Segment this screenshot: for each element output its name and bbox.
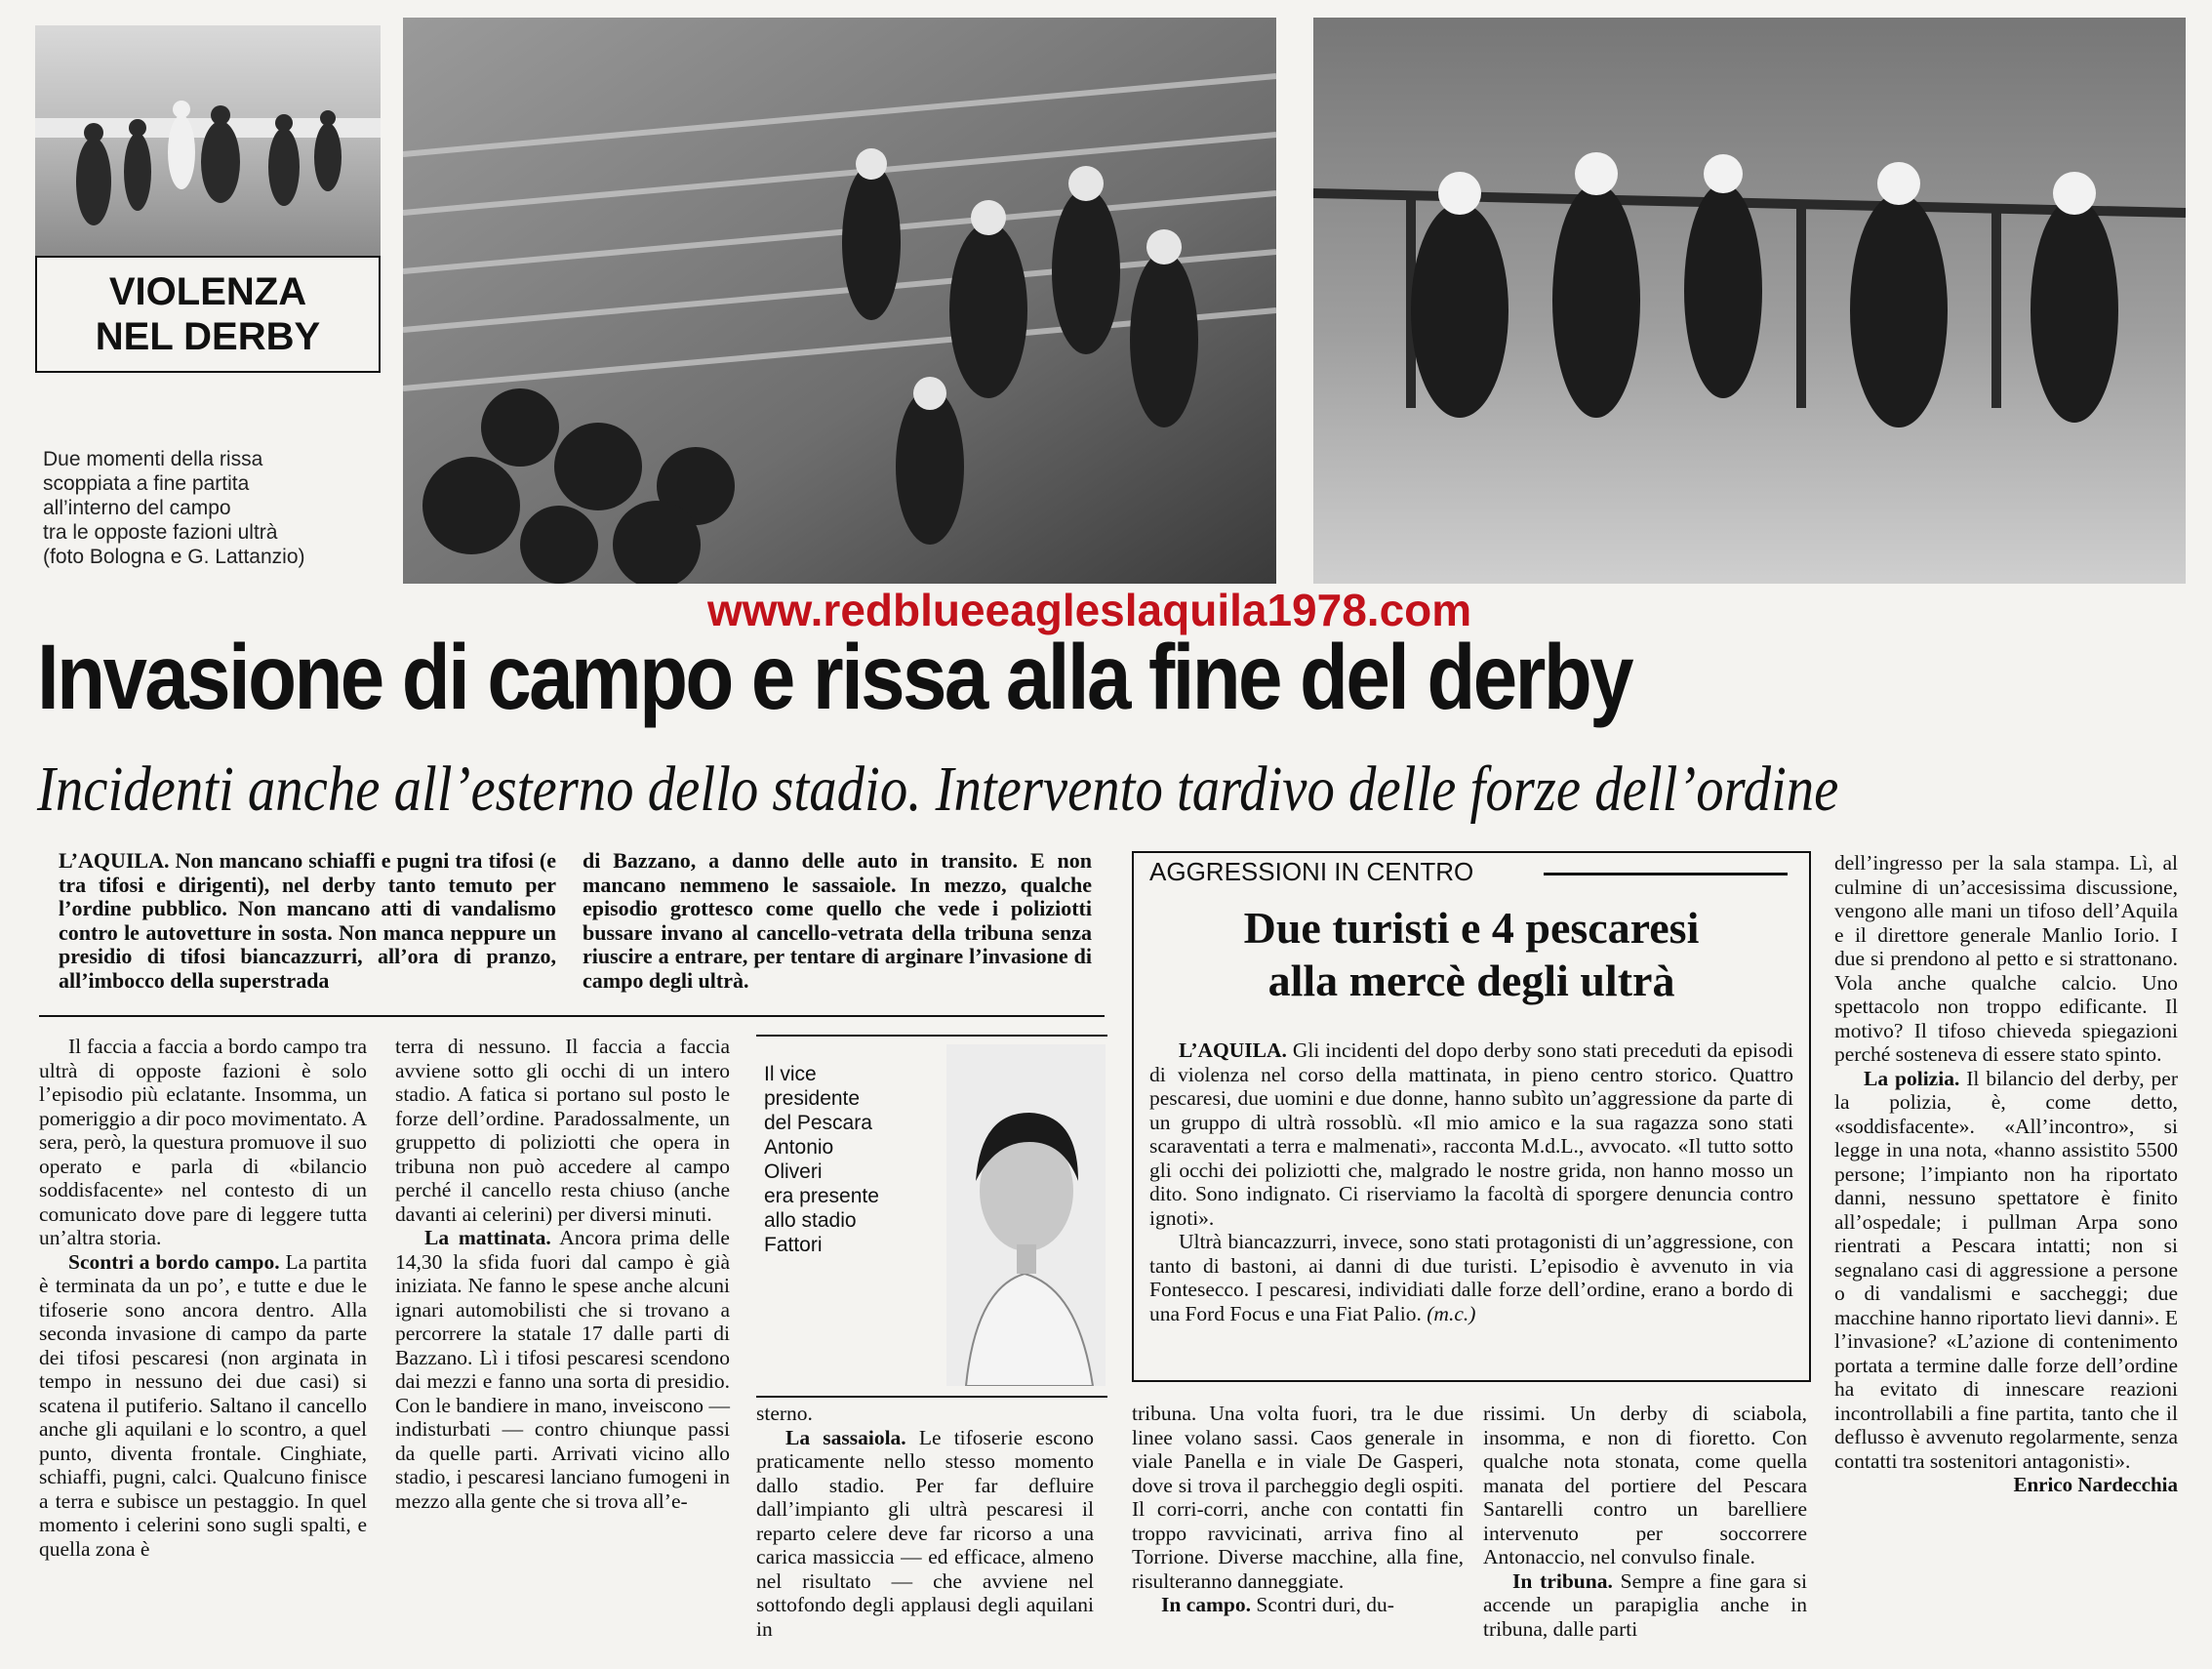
- lead-paragraph-left: [59, 849, 556, 994]
- caption-line: presidente: [764, 1087, 861, 1110]
- paragraph: Scontri duri, du-: [1250, 1593, 1394, 1616]
- section-tag-box: [35, 256, 381, 373]
- paragraph: Il bilancio del derby, per la polizia, è, come detto, «soddisfacente». «All’incontro», si legge in una nota, «hanno assistito 5500 persone; l’impianto non ha riportato danni, nessuno spettatore è finito all’ospedale; i pullman Arpa sono rientrati a Pescara intatti; non si segnalano casi di aggressione a persone o di vandalismi e saccheggi; due macchine hanno riportato lievi danni». E l’invasione? «L’azione di contenimento portata a termine dalle forze dell’ordine ha evitato di innescare reazioni incontrollabili a fine partita, tanto che il deflusso è avvenuto regolarmente, senza contatti tra sostenitori antagonisti».: [1834, 1066, 2179, 1473]
- section-tag-line1: VIOLENZA: [108, 270, 307, 313]
- caption-line: (foto Bologna e G. Lattanzio): [43, 546, 305, 568]
- sidebar-body: [1149, 1038, 1793, 1325]
- sidebar-signature: (m.c.): [1421, 1301, 1476, 1325]
- paragraph: Gli incidenti del dopo derby sono stati preceduti da episodi di violenza nel corso della mattinata, in pieno centro storico. Quattro pescaresi, due uomini e due donne, hanno subìto un’aggressione da parte di un gruppo di ultrà rossoblù. «Il mio amico e la sua ragazza sono stati scaraventati a terra e malmenati», racconta M.d.L., avvocato. «Il tutto sotto gli occhi dei poliziotti che, malgrado le nostre grida, non hanno mosso un dito. Sono indignato. Ci riserviamo la facoltà di sporgere denuncia contro ignoti».: [1149, 1038, 1793, 1230]
- subhead-run: In tribuna.: [1512, 1568, 1613, 1593]
- sidebar-dateline: L’AQUILA.: [1179, 1038, 1287, 1062]
- paragraph: terra di nessuno. Il faccia a faccia avviene sotto gli occhi di un intero stadio. A fatica si portano sul posto le forze dell’ordine. Paradossalmente, un gruppetto di poliziotti che opera in tribuna non può accedere al campo perché il cancello resta chiuso (anche davanti ai celerini) per diversi minuti.: [395, 1035, 730, 1226]
- headline: Invasione di campo e rissa alla fine del derby: [37, 626, 1632, 729]
- subhead-run: Scontri a bordo campo.: [68, 1249, 280, 1274]
- subhead-run: La mattinata.: [424, 1226, 551, 1249]
- caption-line: Due momenti della rissa: [43, 448, 263, 470]
- caption-line: scoppiata a fine partita: [43, 472, 250, 495]
- paragraph: Ultrà biancazzurri, invece, sono stati protagonisti di un’aggressione, con tanto di bastoni, ai danni di due turisti. L’episodio è avvenuto in via Fontesecco. I pescaresi, individiati dalle forze dell’ordine, erano a bordo di una Ford Focus e una Fiat Palio.: [1149, 1230, 1793, 1325]
- sidebar-tag-rule: [1544, 873, 1788, 875]
- paragraph: rissimi. Un derby di sciabola, insomma, e non di fioretto. Con qualche nota stonata, come quella manata del portiere del Pescara Santarelli contro un barelliere intervenuto per soccorrere Antonaccio, nel convulso finale.: [1483, 1402, 1807, 1568]
- lead-paragraph-right: [583, 849, 1092, 994]
- paragraph: Ancora prima delle 14,30 la sfida fuori dal campo è già iniziata. Ne fanno le spese anche alcuni ignari automobilisti che si trovano a percorrere la statale 17 dalle parti di Bazzano. Lì i tifosi pescaresi scendono dai mezzi e fanno una sorta di presidio. Con le bandiere in mano, inveiscono — indisturbati — contro chiunque passi da quelle parti. Arrivati vicino allo stadio, i pescaresi lanciano fumogeni in mezzo alla gente che si trova all’e-: [395, 1226, 730, 1513]
- section-tag-line2: NEL DERBY: [95, 315, 321, 358]
- caption-line: Il vice: [764, 1063, 817, 1085]
- sidebar-headline-2: alla mercè degli ultrà: [1267, 956, 1675, 1005]
- paragraph: Il faccia a faccia a bordo campo tra ultrà di opposte fazioni è solo l’episodio più eclatante. Insomma, un pomeriggio a dir poco movimentato. A sera, però, la questura promuove il suo operato e parla di «bilancio soddisfacente» nel contesto di un comunicato dove pare di leggere tutta un’altra storia.: [39, 1035, 367, 1249]
- article-column-5: [1483, 1402, 1807, 1641]
- paragraph: La partita è terminata da un po’, e tutte e due le tifoserie sono ancora dentro. Alla seconda invasione di campo da parte dei tifosi pescaresi (non arginata in tempo in nessuno dei due casi) si scatena il putiferio. Saltano il cancello anche gli aquilani e lo scontro, a quel punto, diventa frontale. Cinghiate, schiaffi, pugni, calci. Qualcuno finisce a terra e subisce un pestaggio. In quel momento i celerini sono sugli spalti, e quella zona è: [39, 1249, 367, 1561]
- article-column-6: [1834, 851, 2178, 1497]
- paragraph: tribuna. Una volta fuori, tra le due linee volano sassi. Caos generale in viale Panella e in viale De Gasperi, dove si trova il parcheggio degli ospiti. Il corri-corri, anche con contatti fin troppo ravvicinati, arriva fino al Torrione. Diverse macchine, alla fine, risulteranno danneggiate.: [1132, 1402, 1464, 1593]
- caption-line: Antonio: [764, 1136, 834, 1159]
- article-column-3: [756, 1402, 1094, 1641]
- caption-line: tra le opposte fazioni ultrà: [43, 521, 278, 544]
- subhead-run: In campo.: [1161, 1593, 1251, 1616]
- byline: Enrico Nardecchia: [2013, 1473, 2178, 1496]
- paragraph: sterno.: [756, 1402, 813, 1425]
- caption-line: Oliveri: [764, 1160, 823, 1183]
- paragraph: dell’ingresso per la sala stampa. Lì, al culmine di un’accesissima discussione, vengono alle mani un tifoso dell’Aquila e il direttore generale Manlio Iorio. I due si prendono al petto e si strattonano. Vola anche qualche calcio. Uno spettacolo non troppo edificante. Il motivo? Il tifoso chieveda spiegazioni perché sosteneva di essere stato spinto.: [1834, 851, 2178, 1066]
- portrait-box: [756, 1035, 1107, 1398]
- caption-line: allo stadio: [764, 1209, 857, 1232]
- lead-text: Non mancano schiaffi e pugni tra tifosi (e tra tifosi e dirigenti), nel derby tanto temuto per l’ordine pubblico. Non mancano atti di vandalismo contro le autovetture in sosta. Non manca neppure un presidio di tifosi biancazzurri, all’ora di pranzo, all’imbocco della superstrada: [59, 848, 556, 993]
- sidebar-headline-1: Due turisti e 4 pescaresi: [1243, 903, 1700, 953]
- article-column-1: [39, 1035, 367, 1561]
- sidebar-box: [1132, 851, 1811, 1382]
- subhead-run: La sassaiola.: [785, 1425, 906, 1449]
- photo-caption-top: [43, 447, 384, 569]
- caption-line: Fattori: [764, 1234, 823, 1256]
- lead-text-continued: di Bazzano, a danno delle auto in transito. E non mancano nemmeno le sassaiole. In mezzo, qualche episodio grottesco come quello che vede i poliziotti bussare invano al cancello-vetrata della tribuna senza riuscire a entrare, per tentare di arginare l’invasione di campo degli ultrà.: [583, 848, 1092, 993]
- caption-line: era presente: [764, 1185, 879, 1207]
- caption-line: del Pescara: [764, 1112, 872, 1134]
- article-column-2: [395, 1035, 730, 1513]
- article-column-4: [1132, 1402, 1464, 1617]
- sidebar-tag: AGGRESSIONI IN CENTRO: [1149, 857, 1474, 886]
- lead-dateline: L’AQUILA.: [59, 848, 170, 873]
- subhead-run: La polizia.: [1864, 1066, 1960, 1090]
- portrait-caption: [764, 1062, 910, 1257]
- stadium-brawl-photo: [403, 18, 1276, 584]
- portrait-photo: [946, 1044, 1106, 1386]
- subheadline: Incidenti anche all’esterno dello stadio. Intervento tardivo delle forze dell’ordine: [37, 753, 1839, 825]
- small-crowd-photo: [35, 25, 381, 260]
- website-watermark: www.redblueeagleslaquila1978.com: [707, 585, 1472, 635]
- paragraph: Sempre a fine gara si accende un parapiglia anche in tribuna, dalle parti: [1483, 1568, 1808, 1641]
- field-brawl-photo: [1313, 18, 2186, 584]
- paragraph: Le tifoserie escono praticamente nello stesso momento dallo stadio. Per far defluire dall’impianto gli ultrà pescaresi il reparto celere deve far ricorso a una carica massiccia — ed efficace, almeno nel risultato — che avviene nel sottofondo degli applausi degli aquilani in: [756, 1425, 1094, 1641]
- caption-line: all’interno del campo: [43, 497, 231, 519]
- divider: [39, 1015, 1105, 1017]
